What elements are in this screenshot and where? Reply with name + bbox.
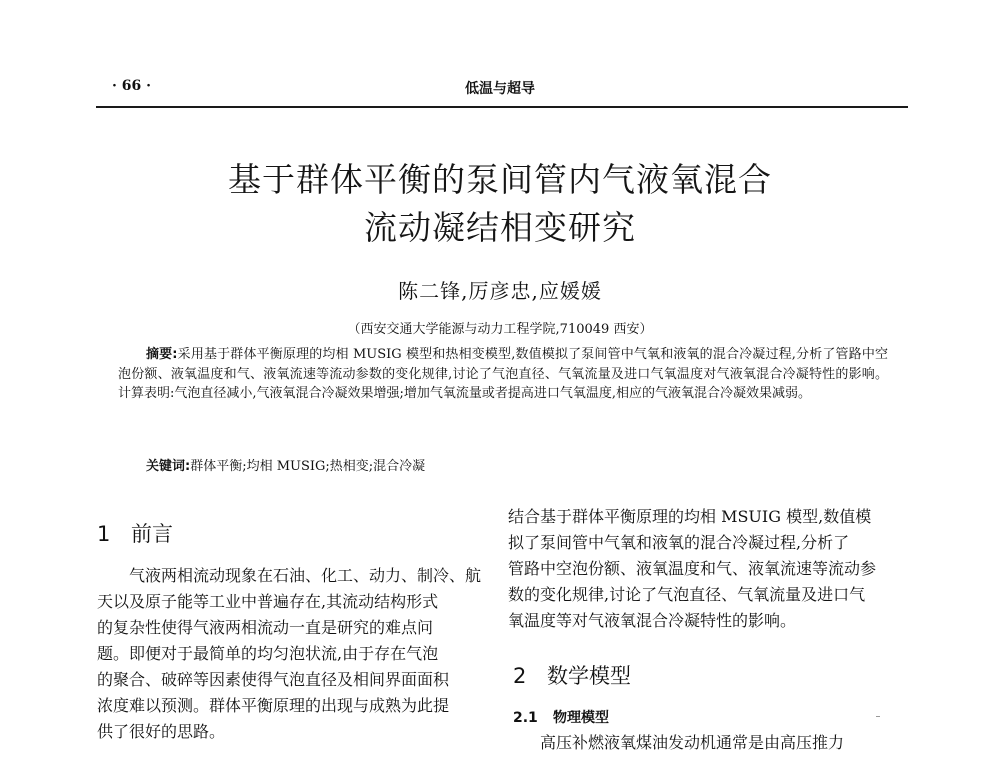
section-1-body <box>97 563 491 745</box>
authors: 陈二锋,厉彦忠,应媛媛 <box>398 279 602 303</box>
abstract-text: 采用基于群体平衡原理的均相 MUSIG 模型和热相变模型,数值模拟了泵间管中气氧和液氧的混合冷凝过程,分析了管路中空泡份额、液氧温度和气、液氧流速等流动参数的变化规律,讨论了气泡直径、气氧流量及进口气氧温度对气液氧混合冷凝特性的影响。计算表明:气泡直径减小,气液氧混合冷凝效果增强;增加气氧流量或者提高进口气氧温度,相应的气液氧混合冷凝效果减弱。 <box>118 347 888 401</box>
scan-mark <box>876 716 880 717</box>
body-line: 供了很好的思路。 <box>97 722 226 741</box>
section-2-number: 2 <box>513 664 527 688</box>
body-line: 天以及原子能等工业中普遍存在,其流动结构形式 <box>97 592 439 611</box>
body-line: 管路中空泡份额、液氧温度和气、液氧流速等流动参 <box>508 559 877 578</box>
abstract-label: 摘要: <box>146 347 178 362</box>
abstract <box>118 345 888 404</box>
body-line: 氧温度等对气液氧混合冷凝特性的影响。 <box>508 611 797 630</box>
body-line: 的复杂性使得气液两相流动一直是研究的难点问 <box>97 618 434 637</box>
section-2-title: 数学模型 <box>547 664 631 688</box>
body-line: 结合基于群体平衡原理的均相 MSUIG 模型,数值模 <box>508 507 872 526</box>
keywords-text: 群体平衡;均相 MUSIG;热相变;混合冷凝 <box>190 459 426 474</box>
body-line: 高压补燃液氧煤油发动机通常是由高压推力 <box>508 733 845 752</box>
keywords-label: 关键词: <box>146 459 191 474</box>
affiliation: （西安交通大学能源与动力工程学院,710049 西安） <box>347 322 653 337</box>
body-line: 题。即便对于最简单的均匀泡状流,由于存在气泡 <box>97 644 439 663</box>
body-line: 拟了泵间管中气氧和液氧的混合冷凝过程,分析了 <box>508 533 850 552</box>
page-number: · 66 · <box>112 78 151 94</box>
body-line: 浓度难以预测。群体平衡原理的出现与成熟为此提 <box>97 696 450 715</box>
subsection-2-1-number: 2.1 <box>513 710 538 726</box>
section-2-heading <box>513 660 631 690</box>
paper-title-line-1: 基于群体平衡的泵间管内气液氧混合 <box>228 160 772 199</box>
subsection-2-1-body <box>508 730 908 756</box>
header-rule <box>96 106 908 108</box>
keywords <box>146 455 425 474</box>
paper-title-line-2: 流动凝结相变研究 <box>364 208 636 247</box>
body-line: 的聚合、破碎等因素使得气泡直径及相间界面面积 <box>97 670 450 689</box>
right-column-body <box>508 504 908 634</box>
journal-name: 低温与超导 <box>465 81 535 97</box>
section-1-number: 1 <box>97 522 111 546</box>
body-line: 气液两相流动现象在石油、化工、动力、制冷、航 <box>97 566 482 585</box>
section-1-title: 前言 <box>131 522 173 546</box>
section-1-heading <box>97 518 173 548</box>
subsection-2-1-title: 物理模型 <box>553 710 609 726</box>
subsection-2-1-heading <box>513 707 609 727</box>
body-line: 数的变化规律,讨论了气泡直径、气氧流量及进口气 <box>508 585 866 604</box>
